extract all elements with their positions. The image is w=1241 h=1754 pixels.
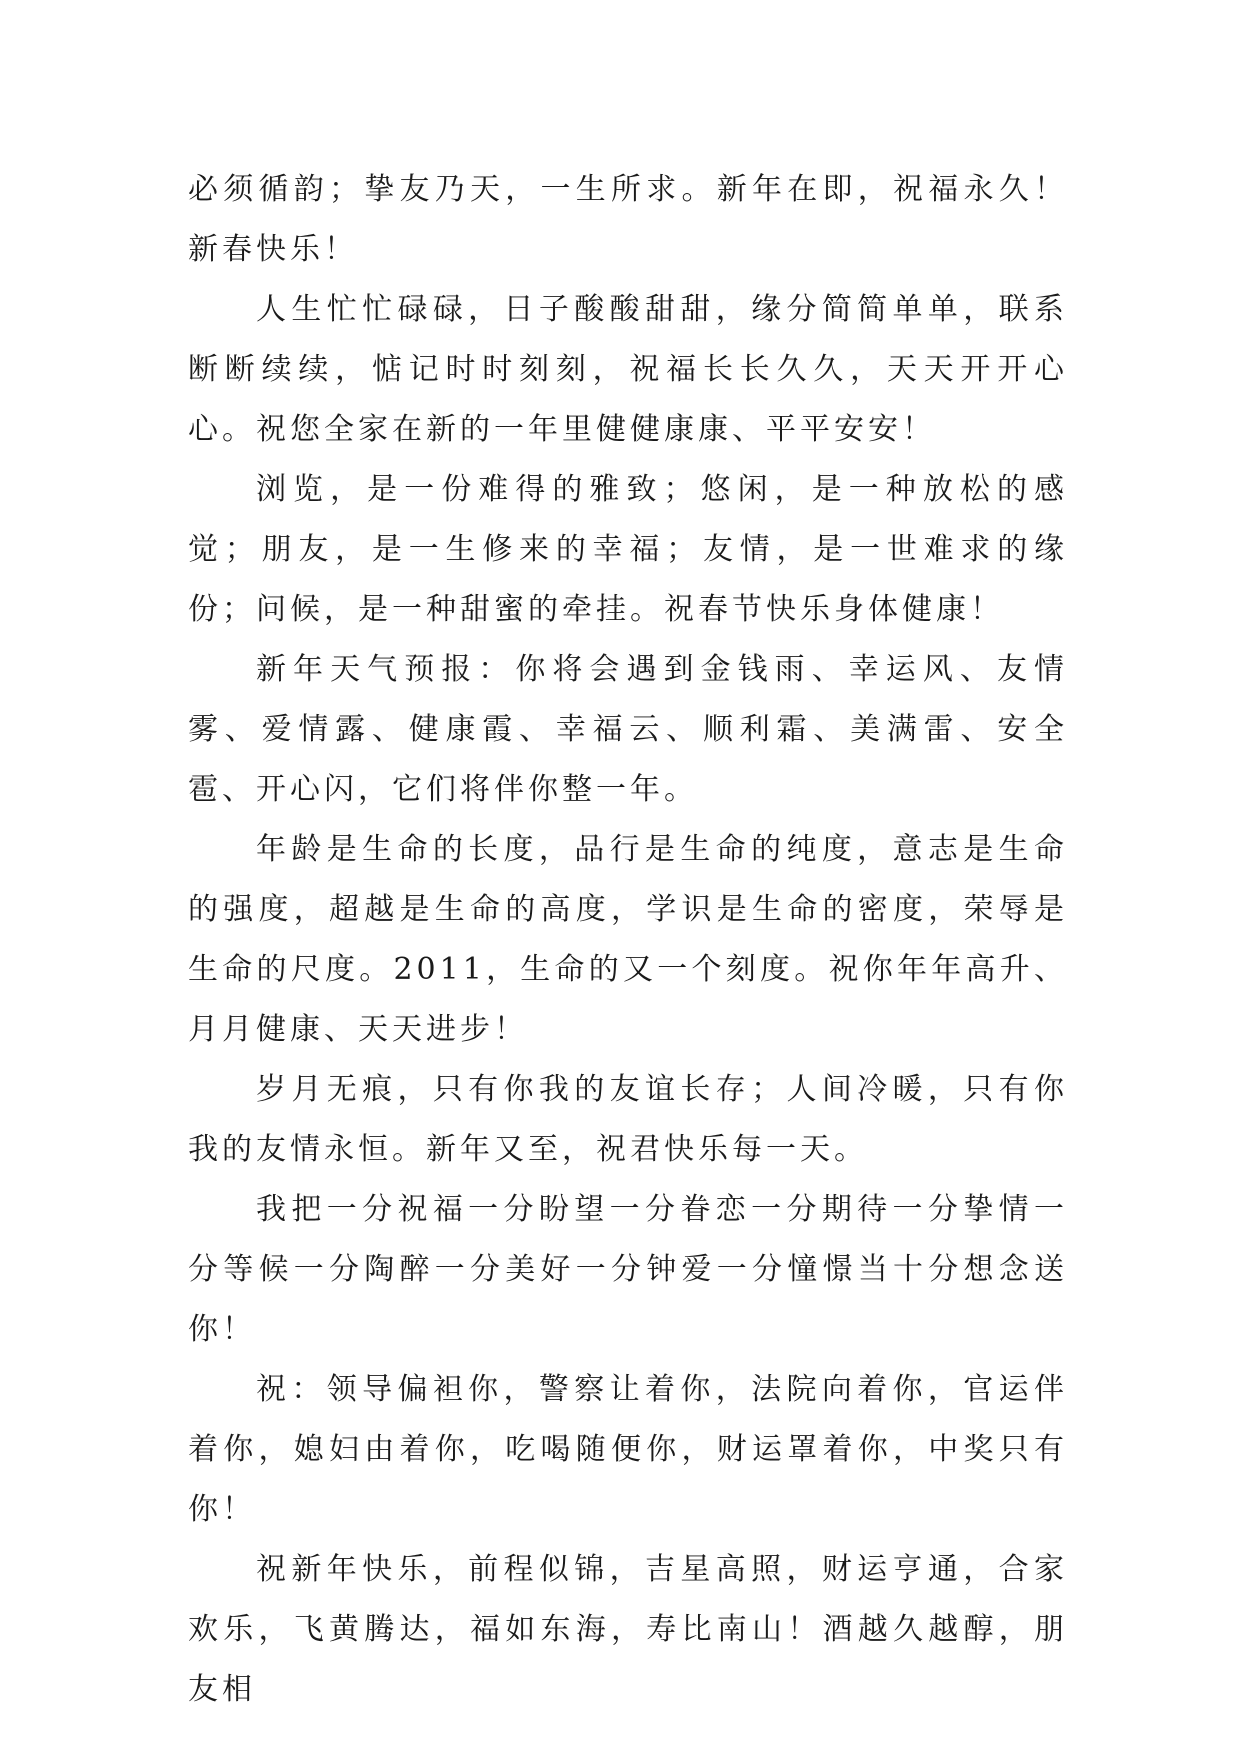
document-body <box>188 160 1068 1720</box>
paragraph-4: 新年天气预报：你将会遇到金钱雨、幸运风、友情雾、爱情露、健康霞、幸福云、顺利霜、美满雷、安全雹、开心闪，它们将伴你整一年。 <box>188 652 1068 807</box>
paragraph-1: 必须循韵；挚友乃天，一生所求。新年在即，祝福永久！新春快乐！ <box>188 172 1068 267</box>
paragraph-8: 祝：领导偏袒你，警察让着你，法院向着你，官运伴着你，媳妇由着你，吃喝随便你，财运罩着你，中奖只有你！ <box>188 1372 1068 1527</box>
paragraph-6: 岁月无痕，只有你我的友谊长存；人间冷暖，只有你我的友情永恒。新年又至，祝君快乐每一天。 <box>188 1072 1068 1167</box>
paragraph-9: 祝新年快乐，前程似锦，吉星高照，财运亨通，合家欢乐，飞黄腾达，福如东海，寿比南山！酒越久越醇，朋友相 <box>188 1552 1068 1707</box>
paragraph-5: 年龄是生命的长度，品行是生命的纯度，意志是生命的强度，超越是生命的高度，学识是生命的密度，荣辱是生命的尺度。2011，生命的又一个刻度。祝你年年高升、月月健康、天天进步！ <box>188 832 1068 1047</box>
paragraph-7: 我把一分祝福一分盼望一分眷恋一分期待一分挚情一分等候一分陶醉一分美好一分钟爱一分憧憬当十分想念送你！ <box>188 1192 1068 1347</box>
paragraph-2: 人生忙忙碌碌，日子酸酸甜甜，缘分简简单单，联系断断续续，惦记时时刻刻，祝福长长久久，天天开开心心。祝您全家在新的一年里健健康康、平平安安！ <box>188 292 1068 447</box>
paragraph-3: 浏览，是一份难得的雅致；悠闲，是一种放松的感觉；朋友，是一生修来的幸福；友情，是一世难求的缘份；问候，是一种甜蜜的牵挂。祝春节快乐身体健康！ <box>188 472 1068 627</box>
